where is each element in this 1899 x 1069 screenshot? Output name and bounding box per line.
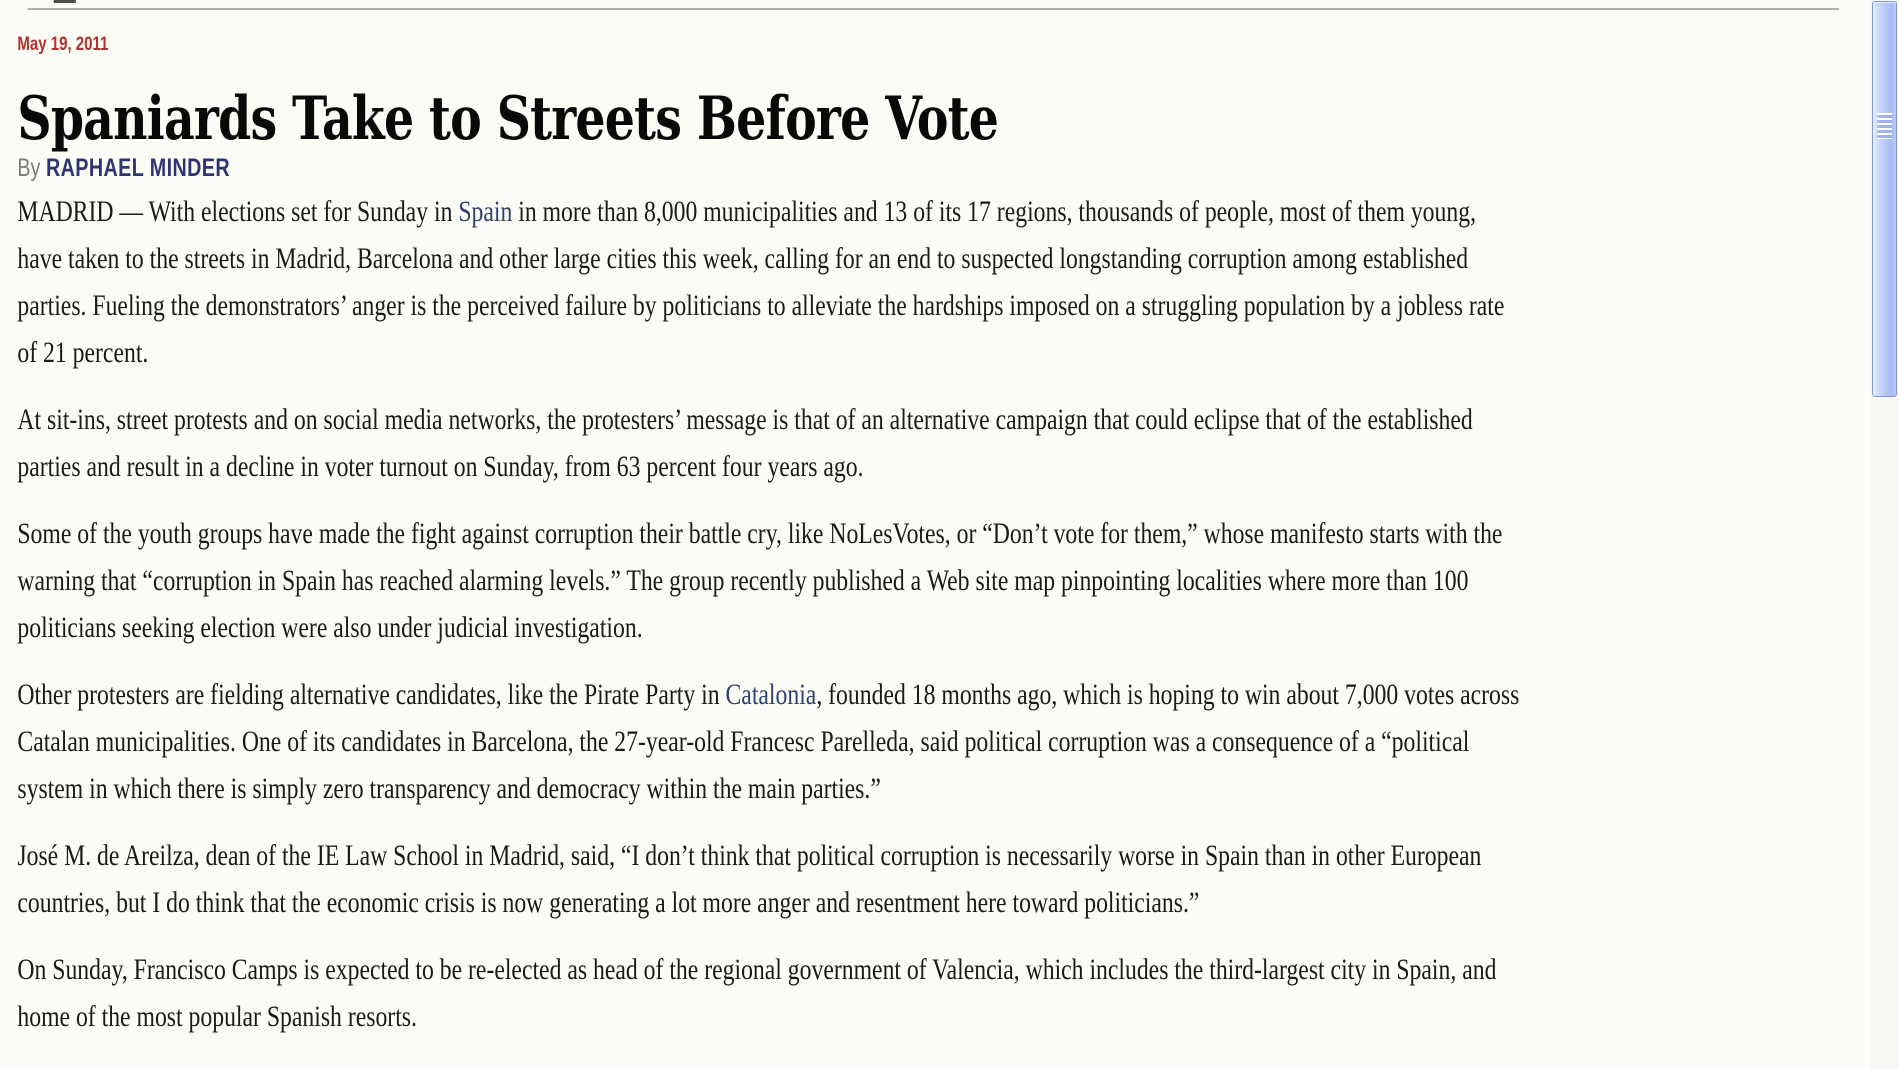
article-paragraph: At sit-ins, street protests and on social media networks, the protesters’ message is that of an alternative campaign that could eclipse that of the established parties and result in a decline in voter turnout on Sunday, from 63 percent four years ago.	[17, 403, 1473, 483]
article-paragraph: MADRID — With elections set for Sunday in Spain in more than 8,000 municipalities and 13 of its 17 regions, thousands of people, most of them young, have taken to the streets in Madrid, Barcelona and other large cities this week, calling for an end to suspected longstanding corruption among established parties. Fueling the demonstrators’ anger is the perceived failure by politicians to alleviate the hardships imposed on a struggling population by a jobless rate of 21 percent.	[17, 195, 1505, 369]
article-paragraph: José M. de Areilza, dean of the IE Law School in Madrid, said, “I don’t think that political corruption is necessarily worse in Spain than in other European countries, but I do think that the economic crisis is now generating a lot more anger and resentment here toward politicians.”	[17, 839, 1482, 919]
scrollbar-grip-icon	[1877, 113, 1892, 139]
vertical-scrollbar-thumb[interactable]	[1872, 1, 1897, 397]
article-paragraph: Other protesters are fielding alternative candidates, like the Pirate Party in Catalonia, founded 18 months ago, which is hoping to win about 7,000 votes across Catalan municipalities. One of its candidates in Barcelona, the 27-year-old Francesc Parelleda, said political corruption was a consequence of a “political system in which there is simply zero transparency and democracy within the main parties.”	[17, 678, 1520, 805]
byline-prefix: By	[17, 154, 41, 182]
article-byline	[17, 154, 1522, 182]
vertical-scrollbar-track[interactable]	[1870, 0, 1899, 1069]
article-headline: Spaniards Take to Streets Before Vote	[17, 84, 999, 154]
article-date: May 19, 2011	[17, 34, 109, 55]
article	[17, 0, 1522, 1060]
article-paragraph: On Sunday, Francisco Camps is expected to be re-elected as head of the regional government of Valencia, which includes the third-largest city in Spain, and home of the most popular Spanish resorts.	[17, 953, 1497, 1033]
byline-author: RAPHAEL MINDER	[45, 154, 231, 182]
catalonia-link[interactable]: Catalonia	[725, 678, 817, 711]
article-body	[17, 188, 1522, 1040]
spain-link[interactable]: Spain	[458, 195, 513, 228]
article-paragraph: Some of the youth groups have made the fight against corruption their battle cry, like NoLesVotes, or “Don’t vote for them,” whose manifesto starts with the warning that “corruption in Spain has reached alarming levels.” The group recently published a Web site map pinpointing localities where more than 100 politicians seeking election were also under judicial investigation.	[17, 517, 1503, 644]
